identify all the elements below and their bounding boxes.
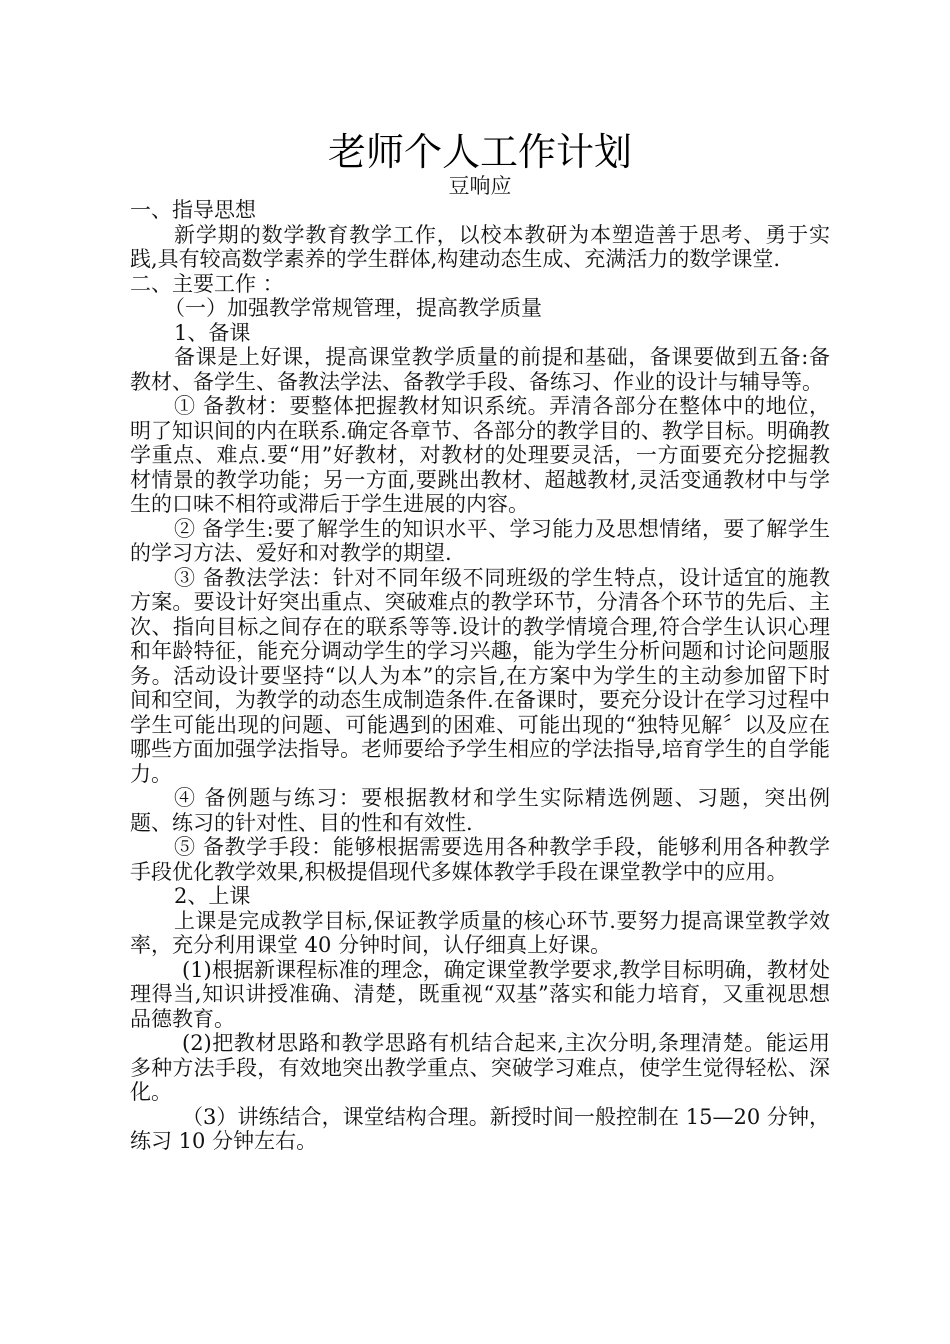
paragraph-prep-students: ② 备学生:要了解学生的知识水平、学习能力及思想情绪，要了解学生的学习方法、爱好和对教学的期望. (130, 516, 830, 565)
section-heading-guiding-ideology: 一、指导思想 (130, 198, 256, 222)
item-heading-class: 2、上课 (174, 884, 251, 908)
paragraph-class-point-1: (1)根据新课程标准的理念，确定课堂教学要求,教学目标明确，教材处理得当,知识讲授准确、清楚，既重视“双基”落实和能力培育，又重视思想品德教育。 (130, 957, 830, 1031)
paragraph-lesson-prep-intro: 备课是上好课，提高课堂教学质量的前提和基础，备课要做到五备:备教材、备学生、备教法学法、备教学手段、备练习、作业的设计与辅导等。 (130, 345, 830, 394)
paragraph-class-point-2: (2)把教材思路和教学思路有机结合起来,主次分明,条理清楚。能运用多种方法手段，有效地突出教学重点、突破学习难点，使学生觉得轻松、深化。 (130, 1031, 830, 1104)
paragraph-prep-examples: ④ 备例题与练习：要根据教材和学生实际精选例题、习题，突出例题、练习的针对性、目的性和有效性. (130, 786, 830, 835)
paragraph-class-point-3: （3）讲练结合，课堂结构合理。新授时间一般控制在 15—20 分钟，练习 10 分钟左右。 (130, 1104, 830, 1153)
subsection-heading-teaching-routine: （一）加强教学常规管理，提高教学质量 (164, 296, 542, 320)
paragraph-prep-means: ⑤ 备教学手段：能够根据需要选用各种教学手段，能够利用各种教学手段优化教学效果,积极提倡现代多媒体教学手段在课堂教学中的应用。 (130, 835, 830, 884)
section-heading-main-work: 二、主要工作 ： (130, 271, 284, 296)
document-title: 老师个人工作计划 (327, 130, 632, 174)
paragraph-prep-materials: ① 备教材：要整体把握教材知识系统。弄清各部分在整体中的地位，明了知识间的内在联系.确定各章节、各部分的教学目的、教学目标。明确教学重点、难点.要“用”好教材，对教材的处理要灵活，一方面要充分挖掘教材情景的教学功能；另一方面,要跳出教材、超越教材,灵活变通教材中与学生的口味不相符或滞后于学生进展的内容。 (130, 394, 830, 516)
document-author: 豆响应 (448, 174, 512, 198)
item-heading-lesson-prep: 1、备课 (174, 320, 251, 345)
paragraph-guiding-ideology: 新学期的数学教育教学工作，以校本教研为本塑造善于思考、勇于实践,具有较高数学素养的学生群体,构建动态生成、充满活力的数学课堂. (130, 222, 830, 271)
document-page (130, 130, 830, 1154)
paragraph-prep-methods: ③ 备教法学法：针对不同年级不同班级的学生特点，设计适宜的施教方案。要设计好突出重点、突破难点的教学环节，分清各个环节的先后、主次、指向目标之间存在的联系等等.设计的教学情境合理,符合学生认识心理和年龄特征，能充分调动学生的学习兴趣，能为学生分析问题和讨论问题服务。活动设计要坚持“以人为本”的宗旨,在方案中为学生的主动参加留下时间和空间，为教学的动态生成制造条件.在备课时，要充分设计在学习过程中学生可能出现的问题、可能遇到的困难、可能出现的“独特见解〞以及应在哪些方面加强学法指导。老师要给予学生相应的学法指导,培育学生的自学能力。 (130, 565, 830, 786)
paragraph-class-intro: 上课是完成教学目标,保证教学质量的核心环节.要努力提高课堂教学效率，充分利用课堂 40 分钟时间，认仔细真上好课。 (130, 908, 830, 957)
